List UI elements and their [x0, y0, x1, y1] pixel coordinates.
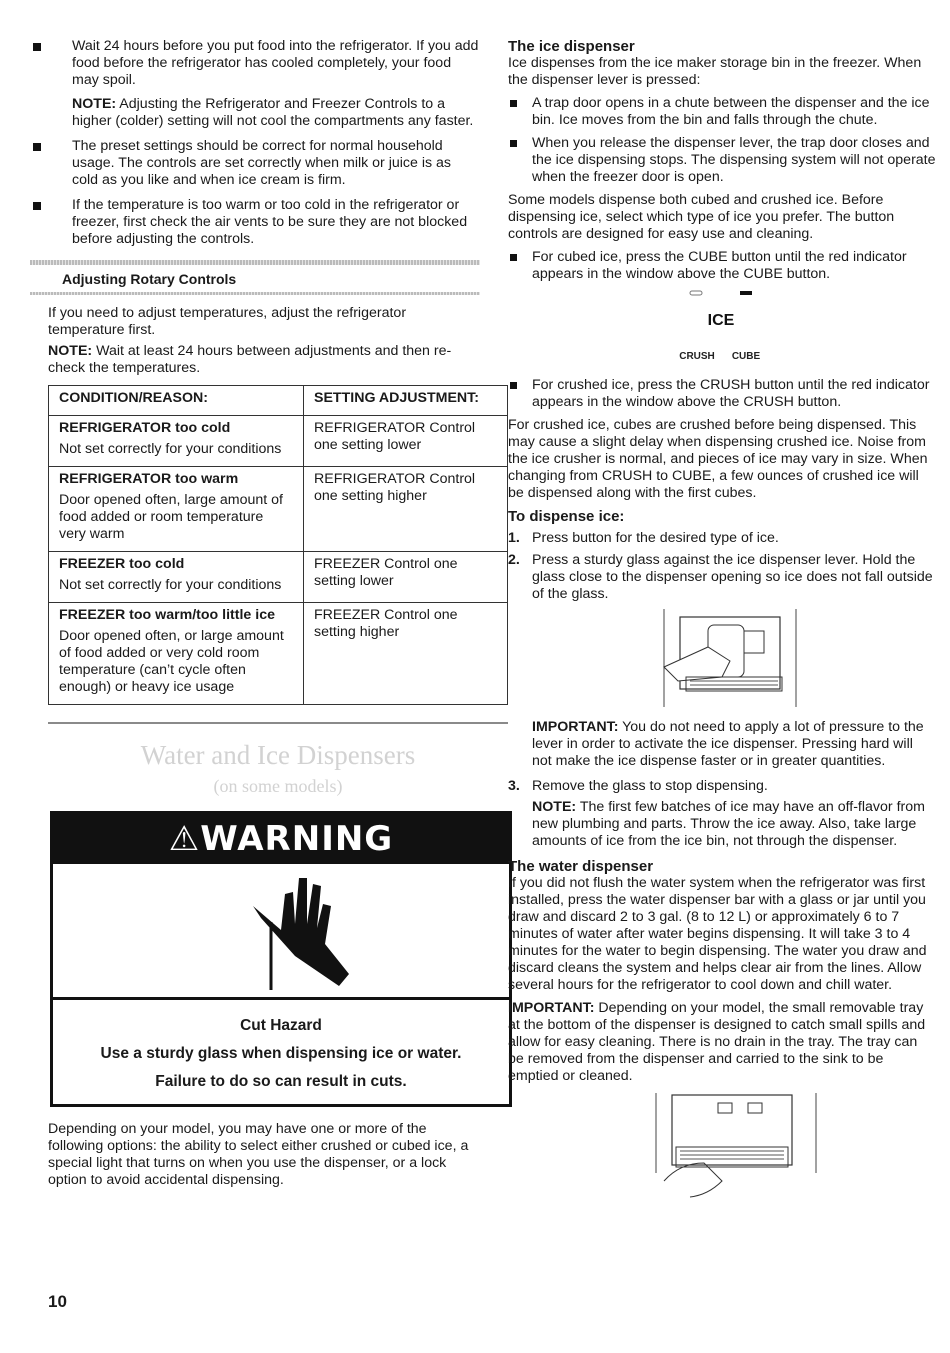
step-number: 1. [508, 530, 520, 546]
note-text: Wait at least 24 hours between adjustments and then re-check the temperatures. [48, 343, 452, 376]
list-item [508, 778, 936, 795]
note-label: NOTE: [532, 799, 577, 815]
table-header: SETTING ADJUSTMENT: [304, 386, 508, 416]
page-number: 10 [48, 1292, 67, 1311]
ice-dispense-illustration [508, 607, 936, 713]
table-row [49, 603, 508, 705]
paragraph: For crushed ice, cubes are crushed before being dispensed. This may cause a slight delay when dispensing crushed ice. Noise from the ice crusher is normal, and pieces of ice may vary in size. When changing from CRUSH to CUBE, a few ounces of crushed ice will be dispensed along with the first cubes. [508, 417, 928, 501]
list-item [30, 138, 480, 189]
important-label: IMPORTANT: [508, 1000, 595, 1016]
warning-text [53, 1000, 509, 1104]
table-row [49, 552, 508, 603]
list-item [508, 530, 936, 547]
ice-panel-illustration [508, 283, 936, 371]
list-item [30, 197, 480, 248]
section-heading: The water dispenser [508, 858, 654, 875]
ice-control-panel [508, 283, 936, 371]
warning-header [53, 814, 509, 864]
divider [30, 292, 480, 295]
crush-indicator [690, 291, 702, 295]
paragraph: If you need to adjust temperatures, adjust the refrigerator temperature first. [48, 305, 407, 338]
important-note [508, 1000, 936, 1085]
note [508, 799, 936, 850]
warning-box [50, 811, 512, 1107]
note [72, 96, 480, 130]
paragraph: Some models dispense both cubed and crushed ice. Before dispensing ice, select which type of ice you prefer. The button controls are designed for easy use and cleaning. [508, 192, 895, 242]
step-text: Remove the glass to stop dispensing. [532, 778, 768, 794]
note-label: NOTE: [72, 96, 117, 112]
table-cell [49, 416, 304, 467]
condition-title: REFRIGERATOR too warm [59, 471, 239, 487]
important-label: IMPORTANT: [532, 719, 619, 735]
warning-label: WARNING [200, 819, 394, 859]
list-item: For crushed ice, press the CRUSH button until the red indicator appears in the window above the CRUSH button. [508, 377, 936, 411]
note-text: The first few batches of ice may have an off-flavor from new plumbing and parts. Throw the ice away. Also, take large amounts of ice from the ice bin, not through the dispenser. [532, 799, 925, 849]
condition-desc: Door opened often, large amount of food added or room temperature very warm [59, 492, 284, 542]
section-heading: To dispense ice: [508, 508, 625, 525]
paragraph: Ice dispenses from the ice maker storage bin in the freezer. When the dispenser lever is pressed: [508, 55, 922, 88]
table-cell [49, 552, 304, 603]
warning-illustration [53, 864, 509, 1000]
cube-indicator [740, 291, 752, 295]
list-item: A trap door opens in a chute between the dispenser and the ice bin. Ice moves from the bin and falls through the chute. [508, 95, 936, 129]
bullet-text: The preset settings should be correct for normal household usage. The controls are set correctly when milk or juice is as cold as you like and when ice cream is firm. [72, 138, 452, 188]
condition-title: REFRIGERATOR too cold [59, 420, 231, 436]
condition-title: FREEZER too warm/too little ice [59, 607, 275, 623]
section-heading: The ice dispenser [508, 38, 635, 55]
step-number: 2. [508, 552, 520, 568]
right-column [508, 38, 936, 1201]
warning-line: Use a sturdy glass when dispensing ice or water. [100, 1045, 462, 1062]
step-text: Press a sturdy glass against the ice dispenser lever. Hold the glass close to the dispenser opening so ice does not fall outside of the glass. [532, 552, 933, 602]
bullet-text: Wait 24 hours before you put food into the refrigerator. If you add food before the refrigerator has cooled completely, your food may spoil. [72, 38, 479, 88]
table-header: CONDITION/REASON: [49, 386, 304, 416]
warning-line: Failure to do so can result in cuts. [155, 1073, 407, 1090]
important-note [508, 719, 936, 770]
adjustment-table [48, 385, 508, 705]
note [30, 343, 480, 377]
table-row [49, 467, 508, 552]
cube-button[interactable]: CUBE [731, 351, 761, 362]
table-cell [49, 603, 304, 705]
list-item [508, 552, 936, 603]
condition-desc: Not set correctly for your conditions [59, 577, 282, 593]
cut-hand-icon [53, 864, 509, 997]
section-subtitle: (on some models) [213, 776, 343, 796]
step-text: Press button for the desired type of ice. [532, 530, 779, 546]
left-column [30, 38, 480, 1189]
table-header-row [49, 386, 508, 416]
important-text: Depending on your model, the small removable tray at the bottom of the dispenser is designed to catch small spills and allow for easy cleaning. There is no drain in the tray. The tray can be removed from the dispenser and carried to the sink to be emptied or cleaned. [508, 1000, 926, 1084]
divider [48, 722, 508, 724]
warning-triangle-icon: ⚠ [168, 819, 201, 859]
table-cell: FREEZER Control one setting lower [304, 552, 508, 603]
hazard-title: Cut Hazard [240, 1017, 322, 1034]
note-label: NOTE: [48, 343, 93, 359]
paragraph: If you did not flush the water system when the refrigerator was first installed, press the water dispenser bar with a glass or jar until you draw and discard 2 to 3 gal. (8 to 12 L) or approximately 6 to 7 minutes of water after water begins dispensing. It will take 3 to 4 minutes for the water to begin dispensing. The water you draw and discard cleans the system and helps clear air from the lines. Allow several hours for the refrigerator to cool down and chill water. [508, 875, 927, 993]
table-cell: REFRIGERATOR Control one setting higher [304, 467, 508, 552]
list-item [30, 38, 480, 130]
water-tray-illustration [508, 1091, 936, 1201]
ice-panel-title: ICE [707, 312, 735, 329]
crush-button[interactable]: CRUSH [679, 351, 715, 362]
step-number: 3. [508, 778, 520, 794]
bullet-text: If the temperature is too warm or too cold in the refrigerator or freezer, first check the air vents to be sure they are not blocked before adjusting the controls. [72, 197, 468, 247]
list-item: When you release the dispenser lever, the trap door closes and the ice dispensing stops. The dispensing system will not operate when the freezer door is open. [508, 135, 936, 186]
section-heading: Adjusting Rotary Controls [62, 271, 237, 287]
section-title: Water and Ice Dispensers [140, 740, 416, 770]
paragraph: Depending on your model, you may have one or more of the following options: the ability to select either crushed or cubed ice, a special light that turns on when you use the dispenser, or a lock option to avoid accidental dispensing. [48, 1121, 469, 1188]
table-cell: FREEZER Control one setting higher [304, 603, 508, 705]
note-text: Adjusting the Refrigerator and Freezer Controls to a higher (colder) setting will not cool the compartments any faster. [72, 96, 474, 129]
table-cell: REFRIGERATOR Control one setting lower [304, 416, 508, 467]
table-row [49, 416, 508, 467]
important-text: You do not need to apply a lot of pressure to the lever in order to activate the ice dispenser. Pressing hard will not make the ice dispense faster or in greater quantities. [532, 719, 924, 769]
table-cell [49, 467, 304, 552]
condition-desc: Not set correctly for your conditions [59, 441, 282, 457]
list-item: For cubed ice, press the CUBE button until the red indicator appears in the window above the CUBE button. [508, 249, 936, 283]
condition-title: FREEZER too cold [59, 556, 185, 572]
condition-desc: Door opened often, or large amount of food added or very cold room temperature (can’t cycle often enough) or heavy ice usage [59, 628, 284, 695]
